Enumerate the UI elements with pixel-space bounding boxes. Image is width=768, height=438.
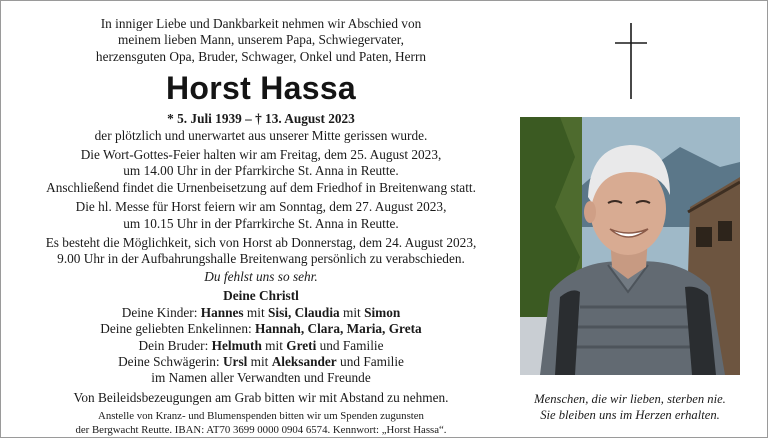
announcement: der plötzlich und unerwartet aus unserer Mitte gerissen wurde.: [94, 127, 428, 143]
mourner-wife: Deine Christl: [223, 288, 299, 304]
funeral-line-1: Die Wort-Gottes-Feier halten wir am Freitag, dem 25. August 2023,: [80, 147, 442, 163]
portrait-photo: [520, 117, 740, 375]
mourner-grandchildren: Deine geliebten Enkelinnen: Hannah, Clara, Maria, Greta: [100, 321, 422, 337]
donation-line-1: Anstelle von Kranz- und Blumenspenden bitten wir um Spenden zugunsten: [98, 410, 424, 423]
life-dates: * 5. Juli 1939 – † 13. August 2023: [167, 111, 355, 127]
funeral-line-3: Anschließend findet die Urnenbeisetzung auf dem Friedhof in Breitenwang statt.: [46, 179, 476, 195]
condolence-note: Von Beileidsbezeugungen am Grab bitten wir mit Abstand zu nehmen.: [73, 389, 449, 405]
donation-line-2: der Bergwacht Reutte. IBAN: AT70 3699 0000 0904 6574. Kennwort: „Horst Hassa“.: [75, 423, 447, 436]
farewell-line-1: Es besteht die Möglichkeit, sich von Horst ab Donnerstag, dem 24. August 2023,: [45, 235, 477, 251]
funeral-line-2: um 14.00 Uhr in der Pfarrkirche St. Anna in Reutte.: [123, 163, 399, 179]
intro-line-2: meinem lieben Mann, unserem Papa, Schwiegervater,: [118, 32, 404, 48]
mourner-others: im Namen aller Verwandten und Freunde: [151, 370, 371, 386]
deceased-name: Horst Hassa: [165, 70, 357, 107]
obituary-text: [1, 16, 521, 437]
intro-line-1: In inniger Liebe und Dankbarkeit nehmen wir Abschied von: [100, 16, 422, 31]
quote-line-1: Menschen, die wir lieben, sterben nie.: [534, 392, 726, 406]
mourner-children: Deine Kinder: Hannes mit Sisi, Claudia mit Simon: [121, 304, 401, 320]
intro-line-3: herzensguten Opa, Bruder, Schwager, Onkel und Paten, Herrn: [95, 48, 427, 64]
missed-line: Du fehlst uns so sehr.: [204, 268, 318, 284]
mass-line-1: Die hl. Messe für Horst feiern wir am Sonntag, dem 27. August 2023,: [75, 199, 447, 215]
mourner-sister-in-law: Deine Schwägerin: Ursl mit Aleksander und Familie: [118, 353, 404, 369]
mass-line-2: um 10.15 Uhr in der Pfarrkirche St. Anna in Reutte.: [123, 215, 399, 231]
cross-icon: [615, 23, 647, 99]
quote-line-2: Sie bleiben uns im Herzen erhalten.: [540, 407, 720, 422]
memorial-quote: [501, 392, 759, 423]
farewell-line-2: 9.00 Uhr in der Aufbahrungshalle Breitenwang persönlich zu verabschieden.: [57, 251, 465, 267]
mourner-brother: Dein Bruder: Helmuth mit Greti und Familie: [138, 337, 384, 353]
